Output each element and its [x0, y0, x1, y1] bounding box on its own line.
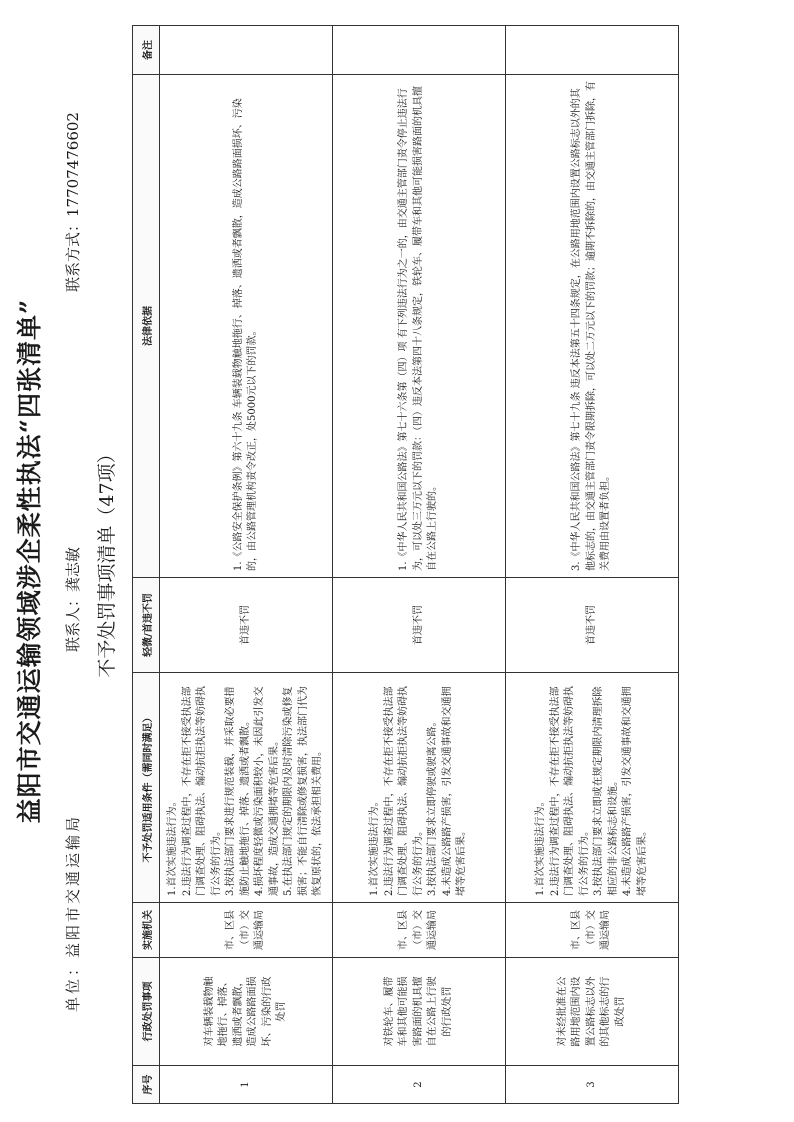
- penalty-exemption-table: [132, 25, 679, 1104]
- header-notes: 备注: [133, 26, 160, 75]
- condition-line: 2.违法行为调查过程中，不存在拒不接受执法部门调查处理、阻碍执法、煽动抗拒执法等妨碍执行公务的行为。: [383, 686, 424, 896]
- cell-notes: [333, 26, 506, 75]
- cell-conditions: [333, 673, 506, 903]
- cell-legal-basis: 3.《中华人民共和国公路法》第七十九条 违反本法第五十四条规定，在公路用地范围内设置公路标志以外的其他标志的，由交通主管部门责令限期拆除，可以处二万元以下的罚款；逾期不拆除的，由交通主管部门拆除，有关费用由设置者负担。: [506, 75, 679, 578]
- cell-item: 对车辆装载物触地拖行、掉落、遗洒或者飘散，造成公路路面损坏、污染的行政处罚: [160, 958, 333, 1066]
- header-seq: 序号: [133, 1066, 160, 1104]
- cell-agency: 市、区县（市）交通运输局: [160, 903, 333, 958]
- unit-label: 单位：益阳市交通运输局: [64, 813, 82, 1012]
- cell-seq: 1: [160, 1066, 333, 1104]
- cell-agency: 市、区县（市）交通运输局: [506, 903, 679, 958]
- table-row: [506, 26, 679, 1104]
- contact-person: 联系人：龚志敏: [64, 546, 82, 652]
- header-first-offense: 轻微/首违不罚: [133, 578, 160, 673]
- header-item: 行政处罚事项: [133, 958, 160, 1066]
- cell-first-offense: 首违不罚: [160, 578, 333, 673]
- condition-line: 2.违法行为调查过程中，不存在拒不接受执法部门调查处理、阻碍执法、煽动抗拒执法等妨碍执行公务的行为。: [549, 686, 590, 896]
- header-legal-basis: 法律依据: [133, 75, 160, 578]
- condition-line: 1.首次实施违法行为。: [369, 796, 381, 896]
- cell-notes: [160, 26, 333, 75]
- cell-item: 对铁轮车、履带车和其他可能损害路面的机具擅自在公路上行驶的行政处罚: [333, 958, 506, 1066]
- cell-first-offense: 首违不罚: [333, 578, 506, 673]
- cell-notes: [506, 26, 679, 75]
- contact-phone: 联系方式：17707476602: [64, 112, 82, 292]
- document-title: 益阳市交通运输领域涉企柔性执法“四张清单”: [15, 298, 44, 824]
- cell-first-offense: 首违不罚: [506, 578, 679, 673]
- cell-legal-basis: 1.《公路安全保护条例》第六十九条 车辆装载物触地拖行、掉落、遗洒或者飘散，造成公路路面损坏、污染的，由公路管理机构责令改正，处5000元以下的罚款。: [160, 75, 333, 578]
- table-row: [333, 26, 506, 1104]
- condition-line: 1.首次实施违法行为。: [535, 796, 546, 896]
- table-row: [160, 26, 333, 1104]
- condition-line: 3.按执法部门要求立即停驶或驶离公路。: [427, 716, 439, 896]
- cell-agency: 市、区县（市）交通运输局: [333, 903, 506, 958]
- table-header-row: [133, 26, 160, 1104]
- cell-seq: 3: [506, 1066, 679, 1104]
- cell-legal-basis: 1.《中华人民共和国公路法》第七十六条第（四）项 有下列违法行为之一的，由交通主管部门责令停止违法行为，可以处三万元以下的罚款：（四）违反本法第四十八条规定，铁轮车、履带车和其他可能损害路面的机具擅自在公路上行驶的。: [333, 75, 506, 578]
- cell-seq: 2: [333, 1066, 506, 1104]
- condition-line: 5.在执法部门规定的期限内及时清除污染或修复损害；不能自行清除或修复损害，执法部门代为恢复原状的，依法承担相关费用。: [283, 686, 324, 896]
- condition-line: 4.损坏程度轻微或污染面积较小，未因此引发交通事故，造成交通拥堵等危害后果。: [254, 686, 280, 896]
- condition-line: 4.未造成公路路产损害，引发交通事故和交通拥堵等危害后果。: [441, 686, 468, 896]
- list-subtitle: 不予处罚事项清单（47项）: [96, 444, 118, 678]
- cell-item: 对未经批准在公路用地范围内设置公路标志以外的其他标志的行政处罚: [506, 958, 679, 1066]
- condition-line: 3.按执法部门要求立即或在规定期限内清理拆除相应的非公路标志和设施。: [593, 686, 619, 896]
- condition-line: 4.未造成公路路产损害，引发交通事故和交通拥堵等危害后果。: [622, 686, 648, 896]
- cell-conditions: [506, 673, 679, 903]
- header-conditions: 不予处罚适用条件（需同时满足）: [133, 673, 160, 903]
- header-agency: 实施机关: [133, 903, 160, 958]
- condition-line: 1.首次实施违法行为。: [167, 796, 179, 896]
- cell-conditions: [160, 673, 333, 903]
- condition-line: 2.违法行为调查过程中，不存在拒不接受执法部门调查处理、阻碍执法、煽动抗拒执法等妨碍执行公务的行为。: [181, 686, 222, 896]
- condition-line: 3.按执法部门要求进行规范装载，并采取必要措施防止触地拖行、掉落、遗洒或者飘散。: [225, 686, 251, 896]
